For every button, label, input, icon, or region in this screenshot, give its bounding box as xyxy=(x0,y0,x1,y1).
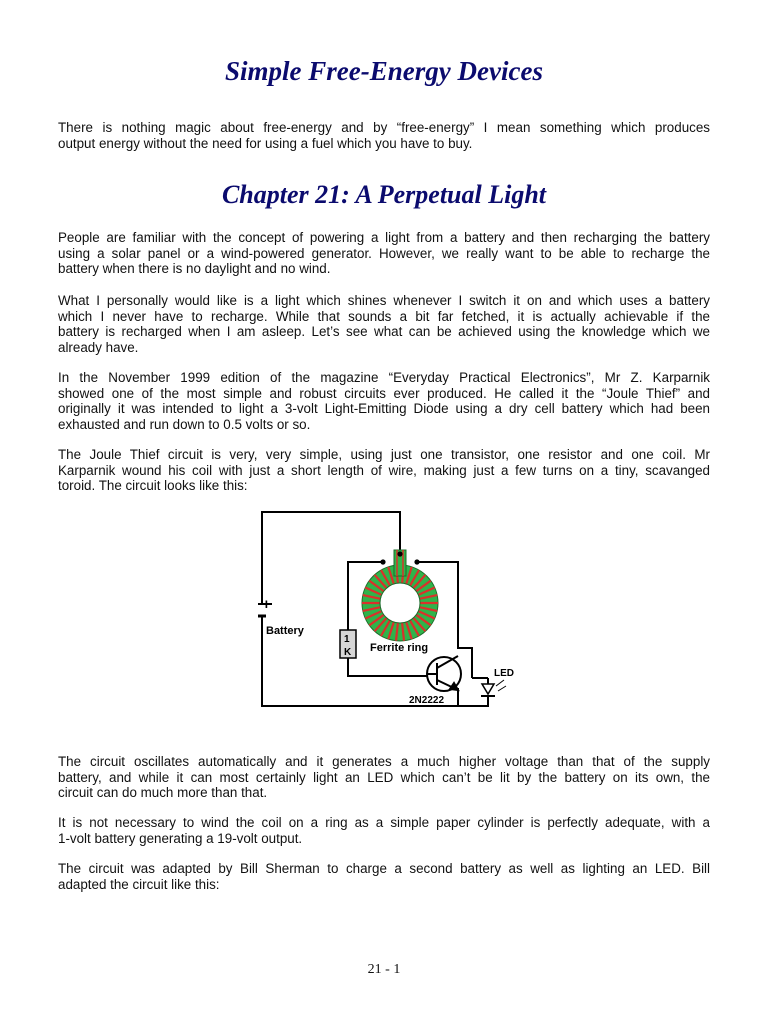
resistor-value-top: 1 xyxy=(344,634,350,645)
text-line: battery is recharged when I am asleep. Let’s see what can be achieved using the knowledge which we xyxy=(58,324,710,340)
text-line: It is not necessary to wind the coil on a ring as a simple paper cylinder is perfectly adequate, with a xyxy=(58,815,710,830)
led-symbol xyxy=(472,678,506,696)
text-line: exhausted and run down to 0.5 volts or so. xyxy=(58,416,311,432)
text-line: The circuit oscillates automatically and it generates a much higher voltage than that of the supply xyxy=(58,754,710,769)
paragraph-4 xyxy=(58,447,710,494)
battery-label: Battery xyxy=(266,625,304,637)
text-line: battery when there is no daylight and no wind. xyxy=(58,261,331,277)
document-title: Simple Free-Energy Devices xyxy=(225,56,543,86)
ferrite-ring-label: Ferrite ring xyxy=(370,642,429,654)
text-line: What I personally would like is a light which shines whenever I switch it on and which uses a battery xyxy=(58,293,710,308)
joule-thief-circuit-diagram xyxy=(258,506,522,722)
page-number: 21 - 1 xyxy=(367,962,401,977)
text-line: The Joule Thief circuit is very, very simple, using just one transistor, one resistor and one coil. Mr xyxy=(58,447,710,462)
paragraph-1 xyxy=(58,230,710,277)
transistor-symbol xyxy=(427,656,461,691)
intro-paragraph xyxy=(58,120,710,151)
resistor-value-bottom: K xyxy=(344,647,352,658)
paragraph-2 xyxy=(58,293,710,355)
text-line: circuit can do much more than that. xyxy=(58,785,268,801)
paragraph-7 xyxy=(58,861,710,892)
text-line: There is nothing magic about free-energy and by “free-energy” I mean something which produces xyxy=(58,120,710,135)
text-line: 1-volt battery generating a 19-volt output. xyxy=(58,830,303,846)
text-line: In the November 1999 edition of the magazine “Everyday Practical Electronics”, Mr Z. Karparnik xyxy=(58,370,710,385)
text-line: showed one of the most simple and robust circuits ever produced. He called it the “Joule Thief” and xyxy=(58,385,710,401)
text-line: output energy without the need for using a fuel which you have to buy. xyxy=(58,135,473,151)
text-line: People are familiar with the concept of powering a light from a battery and then recharging the battery xyxy=(58,230,710,245)
battery-plus-label: + xyxy=(262,596,271,613)
text-line: which I never have to recharge. While that sounds a bit far fetched, it is actually achievable if the xyxy=(58,308,710,324)
text-line: The circuit was adapted by Bill Sherman to charge a second battery as well as lighting an LED. Bill xyxy=(58,861,710,876)
text-line: originally it was intended to light a 3-volt Light-Emitting Diode using a dry cell battery which had been xyxy=(58,401,710,417)
paragraph-6 xyxy=(58,815,710,846)
ferrite-ring xyxy=(362,550,438,641)
text-line: battery, and while it can most certainly light an LED which can’t be lit by the battery on its own, the xyxy=(58,769,710,785)
text-line: already have. xyxy=(58,339,139,355)
text-line: Karparnik wound his coil with just a short length of wire, making just a few turns on a tiny, scavanged xyxy=(58,462,710,478)
paragraph-3 xyxy=(58,370,710,432)
paragraph-5 xyxy=(58,754,710,801)
text-line: adapted the circuit like this: xyxy=(58,876,220,892)
led-label: LED xyxy=(494,668,514,679)
text-line: using a solar panel or a wind-powered generator. However, we really want to be able to recharge the xyxy=(58,245,710,261)
chapter-title: Chapter 21: A Perpetual Light xyxy=(221,180,547,209)
transistor-label: 2N2222 xyxy=(409,695,445,706)
text-line: toroid. The circuit looks like this: xyxy=(58,478,248,494)
